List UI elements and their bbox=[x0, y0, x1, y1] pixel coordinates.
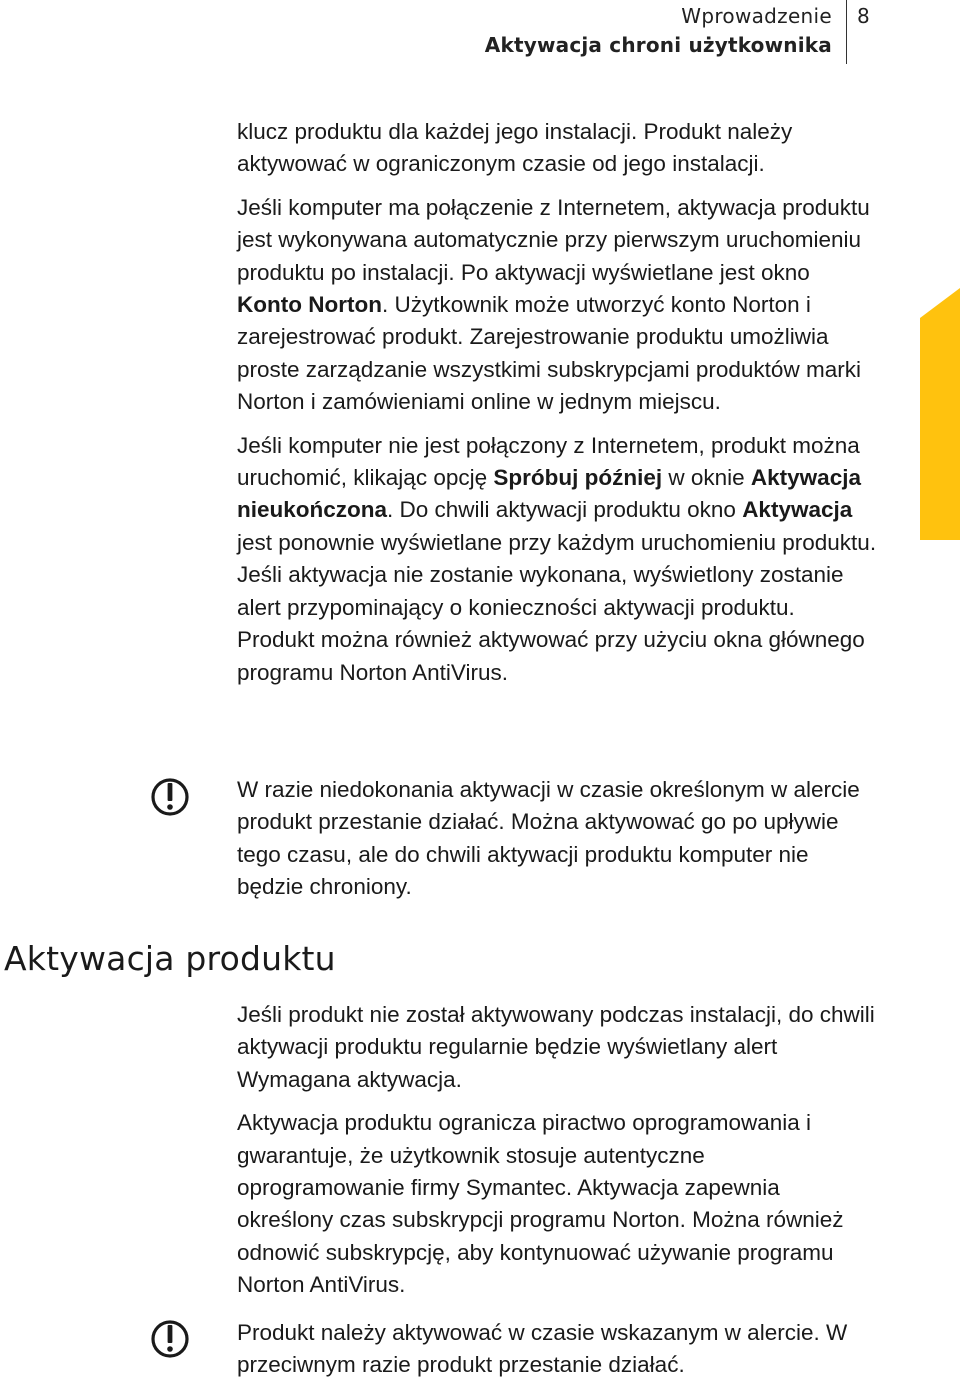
warning-icon bbox=[150, 777, 190, 817]
page-number: 8 bbox=[857, 4, 870, 28]
intro-paragraph-3-part-d: jest ponownie wyświetlane przy każdym uruchomieniu produktu. Jeśli aktywacja nie zostanie wykonana, wyświetlony zostanie alert przypominający o konieczności aktywacji produktu. Produkt można również aktywować przy użyciu okna głównego programu Norton AntiVirus. bbox=[237, 529, 877, 685]
aktywacja-term: Aktywacja bbox=[742, 497, 853, 523]
chapter-tab-shape bbox=[920, 288, 960, 540]
intro-paragraph-3 bbox=[237, 430, 877, 689]
section-paragraph-1: Jeśli produkt nie został aktywowany podczas instalacji, do chwili aktywacji produktu regularnie będzie wyświetlany alert Wymagana aktywacja. bbox=[237, 1002, 875, 1092]
warning-note-1 bbox=[237, 774, 877, 904]
intro-paragraph-3-part-a: Jeśli komputer nie jest połączony z Internetem, produkt można uruchomić, klikając opcję bbox=[237, 432, 860, 491]
intro-paragraph-3-part-b: w oknie bbox=[662, 465, 751, 491]
header-divider bbox=[846, 0, 847, 64]
section-heading: Aktywacja produktu bbox=[4, 939, 336, 978]
warning-icon bbox=[150, 1319, 190, 1359]
warning-note-1-text: W razie niedokonania aktywacji w czasie określonym w alercie produkt przestanie działać. Można aktywować go po upływie tego czasu, ale do chwili aktywacji produktu komputer nie będzie chroniony. bbox=[237, 777, 860, 900]
intro-paragraph-2 bbox=[237, 192, 877, 419]
konto-norton-term: Konto Norton bbox=[237, 292, 382, 318]
warning-note-2 bbox=[237, 1317, 877, 1382]
running-header bbox=[485, 2, 832, 60]
intro-paragraph-2-part-b: . Użytkownik może utworzyć konto Norton i zarejestrować produkt. Zarejestrowanie produktu umożliwia proste zarządzanie wszystkimi subskrypcjami produktów marki Norton i zamówieniami online w jednym miejscu. bbox=[237, 292, 861, 415]
page-header bbox=[0, 0, 960, 70]
section-paragraph-2: Aktywacja produktu ogranicza piractwo oprogramowania i gwarantuje, że użytkownik stosuje autentyczne oprogramowanie firmy Symantec. Aktywacja zapewnia określony czas subskrypcji programu Norton. Można również odnowić subskrypcję, aby kontynuować używanie programu Norton AntiVirus. bbox=[237, 1110, 844, 1298]
intro-paragraph-1: klucz produktu dla każdej jego instalacji. Produkt należy aktywować w ograniczonym czasie od jego instalacji. bbox=[237, 119, 793, 177]
aktywacja-nieukonczona-term: Aktywacja nieukończona bbox=[237, 465, 861, 523]
sprobuj-pozniej-term: Spróbuj później bbox=[493, 465, 663, 491]
header-section-title: Wprowadzenie bbox=[681, 4, 832, 28]
intro-block bbox=[237, 116, 877, 689]
header-chapter-title: Aktywacja chroni użytkownika bbox=[484, 33, 832, 57]
section-body bbox=[237, 999, 877, 1302]
intro-paragraph-2-part-a: Jeśli komputer ma połączenie z Internetem, aktywacja produktu jest wykonywana automatycznie przy pierwszym uruchomieniu produktu po instalacji. Po aktywacji wyświetlane jest okno bbox=[237, 194, 870, 285]
warning-note-2-text: Produkt należy aktywować w czasie wskazanym w alercie. W przeciwnym razie produkt przestanie działać. bbox=[237, 1320, 848, 1378]
intro-paragraph-3-part-c: . Do chwili aktywacji produktu okno bbox=[387, 497, 743, 523]
